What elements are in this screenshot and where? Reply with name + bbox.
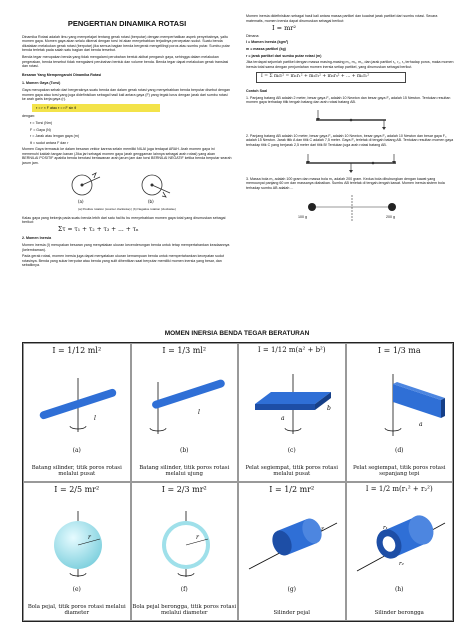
cell-plate-center <box>238 343 346 482</box>
inersia-paragraph-2: Pada gerak rotasi, momen inersia juga dapat menyatakan ukuran kemampuan benda untuk mempertahankan kecepatan sudut rotasinya. Benda yang sukar berputar atau benda yang sulit dihentikan saat berputar memiliki momen inersia yang besar, dan sebaliknya. <box>22 254 224 268</box>
label-a: Batang silinder, titik poros rotasi melalui pusat <box>31 464 122 478</box>
def-jarak: r = Jarak atau lengan gaya (m) <box>30 134 80 139</box>
question-1-diagram <box>246 108 454 130</box>
svg-text:b: b <box>327 405 331 412</box>
solid-cylinder-figure <box>245 509 341 579</box>
beam-diagram-1 <box>246 108 446 130</box>
ball-m1 <box>308 203 316 211</box>
right-column <box>246 14 454 227</box>
letter-c: (c) <box>287 447 296 454</box>
mass-2-label: 200 g <box>386 215 395 220</box>
formula-g: I = 1/2 mr² <box>269 485 315 494</box>
multi-particle-paragraph: Jika terdapat sejumlah partikel dengan massa masing-masing m₁, m₂, m₃, dan jarak partikel r₁, r₂, r₃ terhadap poros, maka momen inersia total sama dengan penjumlahan momen inersia setiap partikel, yang dirumuskan sebagai berikut. <box>246 60 454 69</box>
besaran-heading: Besaran Yang Mempengaruhi Dinamika Rotasi <box>22 72 102 77</box>
label-f: Bola pejal berongga, titik poros rotasi melalui diameter <box>132 603 237 617</box>
total-torsi-paragraph: Kalau gaya yang bekerja pada suatu benda lebih dari satu hal itu bu menyebabkan momen gaya total yang dirumuskan sebagai berikut: <box>22 215 226 225</box>
rotation-direction-figure <box>22 169 232 213</box>
inersia-definition: Momen inersia didefinisikan sebagai hasil kali antara massa partikel dan kuadrat jarak partikel dari sumbu rotasi. Secara matematis, momen inersia dapat dirumuskan sebagai berikut: <box>246 14 438 23</box>
dengan-label: dengan: <box>22 114 35 119</box>
inersia-heading: 2. Momen Inersia <box>22 236 52 241</box>
formula-a: I = 1/12 ml² <box>52 346 102 355</box>
letter-f: (f) <box>180 586 188 593</box>
label-h: Silinder berongga <box>374 610 424 617</box>
svg-text:(a): (a) <box>78 198 84 204</box>
cell-rod-end <box>131 343 239 482</box>
rod-center-figure <box>30 370 126 440</box>
torsi-formula-box: τ = r × F atau τ = r.F sin θ <box>32 104 160 113</box>
cell-hollow-sphere <box>131 482 239 621</box>
def-gaya: F = Gaya (N) <box>30 127 51 132</box>
svg-text:a: a <box>418 421 423 428</box>
contoh-soal-heading: Contoh Soal <box>246 88 268 93</box>
svg-text:(b): (b) <box>148 198 154 204</box>
cell-rod-center <box>23 343 131 482</box>
question-2: 2. Panjang batang AB adalah 10 meter, besar gaya F₁ adalah 10 Newton, besar gaya F₂ adalah 10 Newton dan besar gaya F₃ adalah 15 Newton. Jarak titik A dan titik C adalah 7,5 meter. Gaya F₁ terletak di tengah batang AB. Tentukan resultan momen gaya terhadap titik C yang berjarak 2,5 meter dari titik B! Tentukan juga arah rotasi batang AB. <box>246 133 454 147</box>
svg-text:r: r <box>88 534 91 541</box>
def-jarak-partikel: r = jarak partikel dari sumbu putar rotasi (m) <box>246 53 322 58</box>
def-massa: m = massa partikel (kg) <box>246 46 286 51</box>
letter-g: (g) <box>287 586 297 593</box>
dimana-label: Dimana: <box>246 33 260 38</box>
hollow-cylinder-figure <box>353 509 449 579</box>
def-torsi: τ = Torsi (Nm) <box>30 120 53 125</box>
letter-h: (h) <box>394 586 404 593</box>
def-inersia: I = Momen Inersia (kgm²) <box>246 40 289 45</box>
inertia-table <box>22 342 454 622</box>
cell-hollow-cylinder <box>346 482 454 621</box>
label-e: Bola pejal, titik poros rotasi melalui diameter <box>27 603 126 617</box>
cell-plate-edge <box>346 343 454 482</box>
formula-e: I = 2/5 mr² <box>54 485 100 494</box>
question-3: 3. Massa bola m₁ adalah 100 gram dan massa bola m₂ adalah 200 gram. Kedua bola dihubungkan dengan kawat yang memounyai panjang 60 cm dan massanya diabaikan. Sumbu AB terletak di tengah-tengah kawat. Momen inersia sistem bola terhadap sumbu AB adalah ... <box>246 176 445 190</box>
svg-text:r₂: r₂ <box>398 561 404 567</box>
letter-a: (a) <box>72 447 81 454</box>
formula-b: I = 1/3 ml² <box>162 346 207 355</box>
formula-c: I = 1/12 m(a² + b²) <box>257 346 326 354</box>
cell-solid-cylinder <box>238 482 346 621</box>
rod-end-figure <box>138 370 234 440</box>
rotation-caption: (a) Positive rotation (counter clockwise) | (b) Negative rotation (clockwise) <box>78 207 176 212</box>
vector-paragraph: Momen Gaya termasuk ke dalam besaran vektor karena selain memiliki NILAI juga terdapat ARAH. Arah momen gaya ini memenuhi kaidah tangan kanan (Jika jari sebagai momen gaya (arah genggaman lainnya sebagai arah rotasi) yang akan BERNILAI POSITIF apabila benda berotasi berlawanan arah jarum jam dan torsi BERNILAI NEGATIF ketika benda berputar searah jarum jam. <box>22 147 232 166</box>
svg-text:a: a <box>281 415 285 422</box>
intro-paragraph: Dinamika Rotasi adalah ilmu yang mempelajari tentang gerak rotasi (berputar) dengan memperhatikan aspek penyebabnya, yaitu momen gaya. Momen gaya akan selalu dikenal dengan torsi ini akan menyebabkan terjadinya percepatan sudut. Suatu benda dikatakan melakukan gerak rotasi (berputar) jika semua bagian benda bergerak mengelilingi poros atau sumbu putar. Sumbu putar benda terletak pada salah satu bagian dari benda tersebut. <box>22 34 230 53</box>
torsi-paragraph: Gaya merupakan sebab dari bergeraknya suatu benda dan dalam gerak rotasi yang menyebabkan benda berputar disebut dengan momen gaya atau torsi yang juga didefinisikan sebagai hasil kali antara gaya (F) yang tegak lurus dengan jarak dari sumbu rotasi ke arah garis kerja gaya (r). <box>22 87 230 102</box>
formula-h: I = 1/2 m(r₁² + r₂²) <box>365 485 433 493</box>
inersia-paragraph-1: Momen inersia (I) merupakan besaran yang menyatakan ukuran kecenderungan benda untuk tetap mempertahankan keadaannya (kelembaman). <box>22 243 230 252</box>
ball-m2 <box>388 203 396 211</box>
label-c: Pelat segiempat, titik poros rotasi melalui pusat <box>245 464 339 478</box>
section-title: MOMEN INERSIA BENDA TEGAR BERATURAN <box>164 330 310 337</box>
svg-text:l: l <box>94 415 96 422</box>
left-column <box>22 14 232 270</box>
letter-b: (b) <box>179 447 189 454</box>
letter-e: (e) <box>72 586 81 593</box>
rigid-body-paragraph: Benda tegar merupakan benda yang tidak mengalami perubahan bentuk akibat pengaruh gaya, sehingga dalam melakukan pergerakan, benda tersebut tidak mengalami perubahan bentuk dan volume benda. Benda tegar dapat melakukan gerak translasi dan rotasi. <box>22 54 229 69</box>
two-ball-diagram <box>246 193 446 223</box>
hollow-sphere-figure <box>138 509 234 579</box>
question-2-diagram <box>246 151 454 173</box>
label-g: Silinder pejal <box>273 610 311 617</box>
svg-text:r: r <box>321 526 324 533</box>
question-3-diagram <box>246 193 454 223</box>
page-title: PENGERTIAN DINAMIKA ROTASI <box>67 19 187 28</box>
sum-inersia-formula: I = Σ mᵢrᵢ² = m₁r₁² + m₂r₂² + m₃r₃² + ... + mₙrₙ² <box>256 72 406 83</box>
svg-text:l: l <box>197 409 200 416</box>
formula-f: I = 2/3 mr² <box>161 485 207 494</box>
torsi-heading: 1. Momen Gaya (Torsi) <box>22 81 61 86</box>
svg-text:r: r <box>195 534 199 541</box>
label-b: Batang silinder, titik poros rotasi melalui ujung <box>139 464 230 478</box>
beam-diagram-2 <box>246 151 446 173</box>
letter-d: (d) <box>394 447 404 454</box>
sum-torsi-formula: Στ = τ₁ + τ₂ + τ₃ + ... + τₙ <box>58 225 139 233</box>
rotation-diagram <box>22 169 222 207</box>
formula-d: I = 1/3 ma <box>377 346 421 355</box>
def-sudut: θ = sudut antara F dan r <box>30 140 69 145</box>
inersia-formula: I = mr² <box>272 24 297 33</box>
plate-center-figure <box>245 370 341 440</box>
cell-solid-sphere <box>23 482 131 621</box>
solid-sphere-figure <box>30 509 126 579</box>
label-d: Pelat segiempat, titik poros rotasi sepanjang tepi <box>352 464 446 478</box>
plate-edge-figure <box>353 370 449 440</box>
svg-text:r₁: r₁ <box>382 525 388 531</box>
mass-1-label: 100 g <box>298 215 307 220</box>
question-1: 1. Panjang batang AB adalah 2 meter, besar gaya F₁ adalah 10 Newton dan besar gaya F₂ adalah 15 Newton. Tentukan resultan momen gaya terhadap titik tengah batang dan arah rotasi batang AB. <box>246 95 451 105</box>
